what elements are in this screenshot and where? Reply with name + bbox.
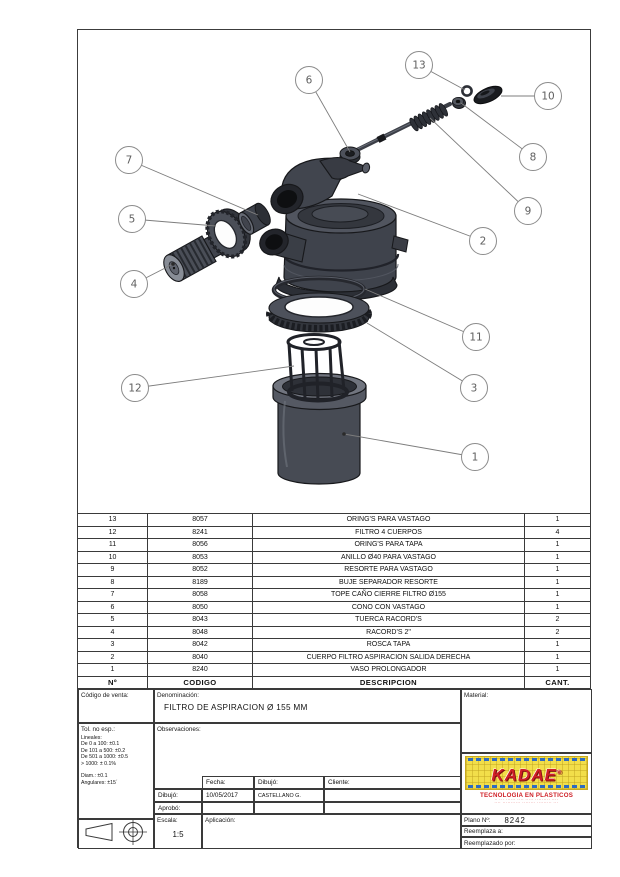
- aplicacion-cell: [202, 814, 461, 849]
- tol-label: Tol. no esp.:: [81, 725, 115, 733]
- escala-cell: [154, 814, 202, 849]
- tolerance-line: De 501 a 1000: ±0.5: [81, 754, 128, 761]
- table-row: [78, 527, 590, 540]
- aprobo-cliente-cell: [324, 802, 461, 814]
- cell-qty: 1: [555, 603, 560, 611]
- tolerance-line: Diam.: ±0.1: [81, 773, 108, 780]
- fecha-header-cell: [202, 776, 254, 789]
- dibujo-header: Dibujó:: [258, 779, 278, 786]
- observaciones-label: Observaciones:: [157, 725, 201, 733]
- fecha-value: 10/05/2017: [206, 792, 238, 799]
- cell-code: 8043: [148, 614, 253, 626]
- cell-num: 8: [78, 577, 148, 589]
- denominacion-cell: [154, 689, 461, 723]
- table-row: [78, 602, 590, 615]
- cell-desc: RESORTE PARA VASTAGO: [253, 564, 525, 576]
- cell-qty: 1: [555, 566, 560, 573]
- fecha-value-cell: [202, 789, 254, 802]
- cell-code: 8058: [148, 589, 253, 601]
- svg-text:12: 12: [128, 382, 142, 395]
- cell-code: 8056: [148, 539, 253, 551]
- cliente-value-cell: [324, 789, 461, 802]
- exploded-view-drawing: [78, 30, 592, 513]
- cell-code: 8040: [148, 652, 253, 664]
- balloon-13: [406, 52, 466, 91]
- aprobo-fecha-cell: [202, 802, 254, 814]
- cell-code: 8052: [148, 564, 253, 576]
- tolerance-line: Lineales:: [81, 734, 102, 741]
- cell-desc: CONO CON VASTAGO: [253, 602, 525, 614]
- parts-table-body: [78, 514, 590, 677]
- logo-stripe-bottom: [468, 785, 585, 788]
- cell-qty: 1: [555, 591, 560, 598]
- table-row: [78, 589, 590, 602]
- registered-mark: ®: [556, 769, 562, 776]
- cell-code: 8189: [148, 577, 253, 589]
- table-row: [78, 627, 590, 640]
- balloon-12: [122, 366, 295, 402]
- cell-num: 1: [78, 664, 148, 676]
- svg-text:10: 10: [541, 90, 555, 103]
- cell-code: 8048: [148, 627, 253, 639]
- codigo-venta-cell: [78, 689, 154, 723]
- reemplaza-label: Reemplaza a:: [464, 828, 503, 835]
- svg-text:3: 3: [470, 382, 478, 395]
- balloon-8: [461, 103, 547, 171]
- aprobo-label-cell: [154, 802, 202, 814]
- cell-qty: 1: [555, 666, 560, 673]
- part-oring-vastago: [462, 86, 471, 95]
- svg-text:5: 5: [128, 213, 136, 226]
- part-anillo-40: [472, 83, 505, 108]
- denominacion-label: Denominación:: [157, 691, 200, 699]
- cell-qty: 4: [555, 528, 560, 536]
- svg-text:6: 6: [305, 74, 313, 87]
- cell-num: 3: [78, 639, 148, 651]
- tolerance-line: > 1000: ± 0.1%: [81, 760, 117, 767]
- cell-desc: TOPE CAÑO CIERRE FILTRO Ø155: [253, 589, 525, 601]
- tolerance-line: Angulares: ±15´: [81, 780, 118, 787]
- dibujo-label-cell: [154, 789, 202, 802]
- denominacion-value: FILTRO DE ASPIRACION Ø 155 MM: [164, 702, 308, 712]
- projection-symbols-cell: [78, 819, 154, 849]
- codigo-venta-label: Código de venta:: [81, 691, 129, 699]
- balloon-6: [296, 67, 351, 153]
- svg-text:9: 9: [524, 205, 532, 218]
- table-row: [78, 577, 590, 590]
- cell-code: 8053: [148, 552, 253, 564]
- balloon-10: [501, 83, 562, 110]
- cell-desc: ANILLO Ø40 PARA VASTAGO: [253, 552, 525, 564]
- cell-num: 11: [78, 539, 148, 551]
- header-num: Nº: [78, 677, 148, 689]
- part-resorte-vastago: [355, 102, 450, 151]
- table-row: [78, 552, 590, 565]
- header-code: CODIGO: [148, 677, 253, 689]
- cell-code: 8057: [148, 514, 253, 526]
- logo-cell: [461, 753, 592, 814]
- cell-qty: 2: [555, 628, 560, 636]
- plano-label: Plano Nº:: [464, 816, 491, 824]
- balloon-4: [121, 262, 175, 297]
- dibujo-label: Dibujó:: [158, 792, 178, 799]
- cell-desc: VASO PROLONGADOR: [253, 664, 525, 676]
- cell-qty: 1: [555, 578, 560, 586]
- table-row: [78, 614, 590, 627]
- reemplaza-cell: [461, 826, 592, 837]
- cell-num: 2: [78, 652, 148, 664]
- dibujo-header-cell: [254, 776, 324, 789]
- balloon-9: [430, 118, 542, 225]
- cell-num: 7: [78, 589, 148, 601]
- part-rosca-tapa: [269, 293, 369, 332]
- svg-text:7: 7: [125, 154, 133, 167]
- cliente-header: Cliente:: [328, 779, 350, 786]
- tolerances-cell: [78, 723, 154, 819]
- cell-qty: 1: [555, 553, 560, 561]
- escala-value: 1:5: [172, 829, 184, 839]
- cell-desc: ROSCA TAPA: [253, 639, 525, 651]
- balloon-1: [342, 432, 488, 470]
- sheet-frame: [77, 29, 591, 848]
- cell-qty: 2: [555, 616, 560, 623]
- parts-table: [78, 513, 590, 689]
- logo-stripe-top: [468, 758, 585, 761]
- aprobo-nombre-cell: [254, 802, 324, 814]
- cell-desc: FILTRO 4 CUERPOS: [253, 527, 525, 539]
- part-vaso-prolongador: [273, 374, 366, 485]
- plano-value: 8242: [504, 815, 526, 825]
- cell-qty: 1: [555, 541, 560, 548]
- cell-qty: 1: [555, 516, 560, 523]
- aplicacion-label: Aplicación:: [205, 816, 236, 824]
- table-row: [78, 514, 590, 527]
- svg-text:13: 13: [412, 59, 426, 72]
- svg-text:2: 2: [479, 235, 487, 248]
- cell-num: 4: [78, 627, 148, 639]
- tolerance-line: De 101 a 500: ±0.2: [81, 747, 126, 754]
- fecha-header: Fecha:: [206, 779, 226, 786]
- cell-num: 6: [78, 602, 148, 614]
- cell-desc: CUERPO FILTRO ASPIRACION SALIDA DERECHA: [253, 652, 525, 664]
- cell-num: 12: [78, 527, 148, 539]
- balloon-11: [365, 289, 490, 351]
- cell-desc: BUJE SEPARADOR RESORTE: [253, 577, 525, 589]
- cell-num: 10: [78, 552, 148, 564]
- cell-code: 8050: [148, 602, 253, 614]
- part-buje-separador: [453, 98, 466, 109]
- reemplazado-label: Reemplazado por:: [464, 839, 516, 847]
- table-row: [78, 639, 590, 652]
- plano-cell: [461, 814, 592, 826]
- svg-text:8: 8: [529, 151, 537, 164]
- parts-table-header-row: [78, 677, 590, 690]
- cell-num: 9: [78, 564, 148, 576]
- cell-num: 13: [78, 514, 148, 526]
- aprobo-label: Aprobó:: [158, 805, 181, 812]
- cell-desc: ORING'S PARA TAPA: [253, 539, 525, 551]
- header-qty: CANT.: [545, 677, 570, 687]
- table-row: [78, 564, 590, 577]
- svg-text:1: 1: [471, 451, 479, 464]
- projection-symbol-icon: [79, 820, 153, 848]
- tolerance-line: De 0 a 100: ±0.1: [81, 741, 120, 748]
- kadae-tagline: TECNOLOGIA EN PLASTICOS: [479, 791, 574, 799]
- cell-qty: 1: [555, 641, 560, 648]
- table-row: [78, 664, 590, 677]
- material-label: Material:: [464, 691, 489, 699]
- svg-text:11: 11: [469, 331, 483, 344]
- svg-text:4: 4: [130, 278, 138, 291]
- kadae-brand-text: KADAE®: [491, 765, 562, 785]
- kadae-fine-print-1: ·· ··· ······ ···· ····· ········· ····: [494, 798, 559, 802]
- material-cell: [461, 689, 592, 753]
- balloon-7: [116, 147, 259, 216]
- kadae-fine-print-2: ···· ··········· ········ ········· ···: [494, 802, 559, 806]
- kadae-logo: [465, 756, 588, 790]
- escala-label: Escala:: [157, 816, 178, 824]
- dibujante-value: CASTELLANO G.: [258, 793, 301, 799]
- cell-code: 8042: [148, 639, 253, 651]
- cell-desc: RACORD'S 2": [253, 627, 525, 639]
- cell-qty: 1: [555, 653, 560, 661]
- reemplazado-cell: [461, 837, 592, 849]
- cell-num: 5: [78, 614, 148, 626]
- table-row: [78, 539, 590, 552]
- cell-code: 8240: [148, 664, 253, 676]
- cell-code: 8241: [148, 527, 253, 539]
- cell-desc: ORING'S PARA VASTAGO: [253, 514, 525, 526]
- header-desc: DESCRIPCION: [253, 677, 525, 689]
- cell-desc: TUERCA RACORD'S: [253, 614, 525, 626]
- tolerance-lines: [79, 733, 153, 787]
- dibujante-cell: [254, 789, 324, 802]
- cliente-header-cell: [324, 776, 461, 789]
- table-row: [78, 652, 590, 665]
- balloon-5: [119, 206, 217, 233]
